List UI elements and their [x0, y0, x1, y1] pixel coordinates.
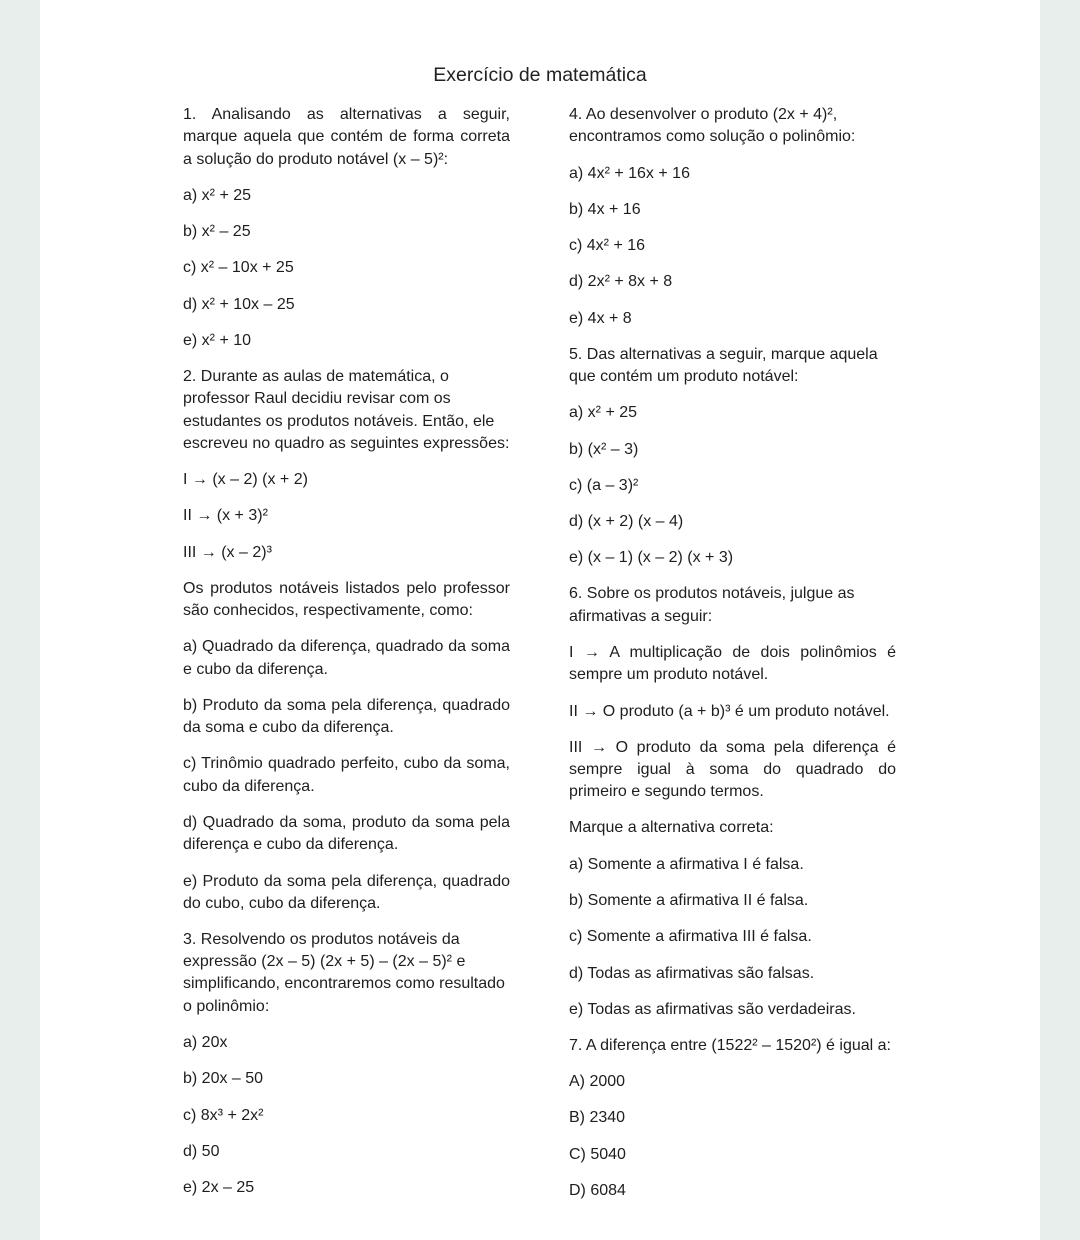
question-1-option-a: a) x² + 25: [183, 186, 252, 204]
question-4-option-b: b) 4x + 16: [569, 200, 641, 218]
question-2-prompt: Os produtos notáveis listados pelo professor são conhecidos, respectivamente, como:: [183, 579, 510, 619]
question-2-expression-1: I → (x – 2) (x + 2): [183, 471, 308, 489]
question-6-option-d: d) Todas as afirmativas são falsas.: [569, 964, 815, 982]
question-2-option-d: d) Quadrado da soma, produto da soma pela diferença e cubo da diferença.: [183, 814, 510, 854]
question-1-option-b: b) x² – 25: [183, 223, 251, 241]
question-6-text: 6. Sobre os produtos notáveis, julgue as afirmativas a seguir:: [569, 585, 855, 625]
question-2-option-c: c) Trinômio quadrado perfeito, cubo da soma, cubo da diferença.: [183, 755, 510, 795]
question-5-option-a: a) x² + 25: [569, 404, 638, 422]
question-1-text: 1. Analisando as alternativas a seguir, marque aquela que contém de forma correta a solução do produto notável (x – 5)²:: [183, 106, 510, 168]
question-7-option-a: A) 2000: [569, 1072, 626, 1090]
question-4-option-e: e) 4x + 8: [569, 309, 632, 327]
question-6-statement-3: III → O produto da soma pela diferença é sempre igual à soma do quadrado do primeiro e segundo termos.: [569, 738, 896, 801]
question-5-option-b: b) (x² – 3): [569, 440, 639, 458]
question-4-text: 4. Ao desenvolver o produto (2x + 4)², encontramos como solução o polinômio:: [569, 106, 856, 146]
question-2-expression-2: II → (x + 3)²: [183, 507, 268, 525]
question-6-prompt: Marque a alternativa correta:: [569, 819, 774, 837]
question-3-text: 3. Resolvendo os produtos notáveis da expressão (2x – 5) (2x + 5) – (2x – 5)² e simplificando, encontraremos como resultado o polinômio:: [183, 930, 505, 1015]
question-5-option-e: e) (x – 1) (x – 2) (x + 3): [569, 549, 734, 567]
question-3-option-a: a) 20x: [183, 1033, 228, 1051]
page-title: Exercício de matemática: [433, 64, 647, 86]
question-4-option-a: a) 4x² + 16x + 16: [569, 164, 690, 182]
question-2-text: 2. Durante as aulas de matemática, o professor Raul decidiu revisar com os estudantes os produtos notáveis. Então, ele escreveu no quadro as seguintes expressões:: [183, 367, 510, 452]
question-3-option-e: e) 2x – 25: [183, 1179, 255, 1197]
question-2-expression-3: III → (x – 2)³: [183, 543, 272, 561]
question-6-option-e: e) Todas as afirmativas são verdadeiras.: [569, 1000, 856, 1018]
question-7-option-d: D) 6084: [569, 1181, 626, 1199]
question-6-option-c: c) Somente a afirmativa III é falsa.: [569, 928, 812, 946]
question-5-option-d: d) (x + 2) (x – 4): [569, 513, 684, 531]
question-4-option-c: c) 4x² + 16: [569, 237, 646, 255]
question-3-option-c: c) 8x³ + 2x²: [183, 1106, 264, 1124]
question-7-option-b: B) 2340: [569, 1109, 626, 1127]
question-5-text: 5. Das alternativas a seguir, marque aquela que contém um produto notável:: [569, 345, 878, 385]
question-2-option-a: a) Quadrado da diferença, quadrado da soma e cubo da diferença.: [183, 638, 510, 678]
question-3-option-b: b) 20x – 50: [183, 1070, 264, 1088]
question-3-option-d: d) 50: [183, 1142, 220, 1160]
right-column: [569, 104, 896, 1202]
question-6-option-b: b) Somente a afirmativa II é falsa.: [569, 891, 809, 909]
question-1-option-c: c) x² – 10x + 25: [183, 259, 294, 277]
question-6-statement-2: II → O produto (a + b)³ é um produto notável.: [569, 702, 890, 720]
question-2-option-b: b) Produto da soma pela diferença, quadrado da soma e cubo da diferença.: [183, 696, 510, 737]
question-2-option-e: e) Produto da soma pela diferença, quadrado do cubo, cubo da diferença.: [183, 872, 510, 912]
question-5-option-c: c) (a – 3)²: [569, 476, 639, 494]
question-7-text: 7. A diferença entre (1522² – 1520²) é igual a:: [569, 1036, 891, 1054]
question-6-statement-1: I → A multiplicação de dois polinômios é sempre um produto notável.: [569, 643, 896, 684]
left-column: [183, 104, 510, 1199]
question-4-option-d: d) 2x² + 8x + 8: [569, 273, 673, 291]
worksheet-page: [40, 0, 1040, 1240]
question-7-option-c: C) 5040: [569, 1145, 626, 1163]
question-6-option-a: a) Somente a afirmativa I é falsa.: [569, 855, 804, 873]
question-1-option-e: e) x² + 10: [183, 332, 252, 350]
question-1-option-d: d) x² + 10x – 25: [183, 295, 295, 313]
